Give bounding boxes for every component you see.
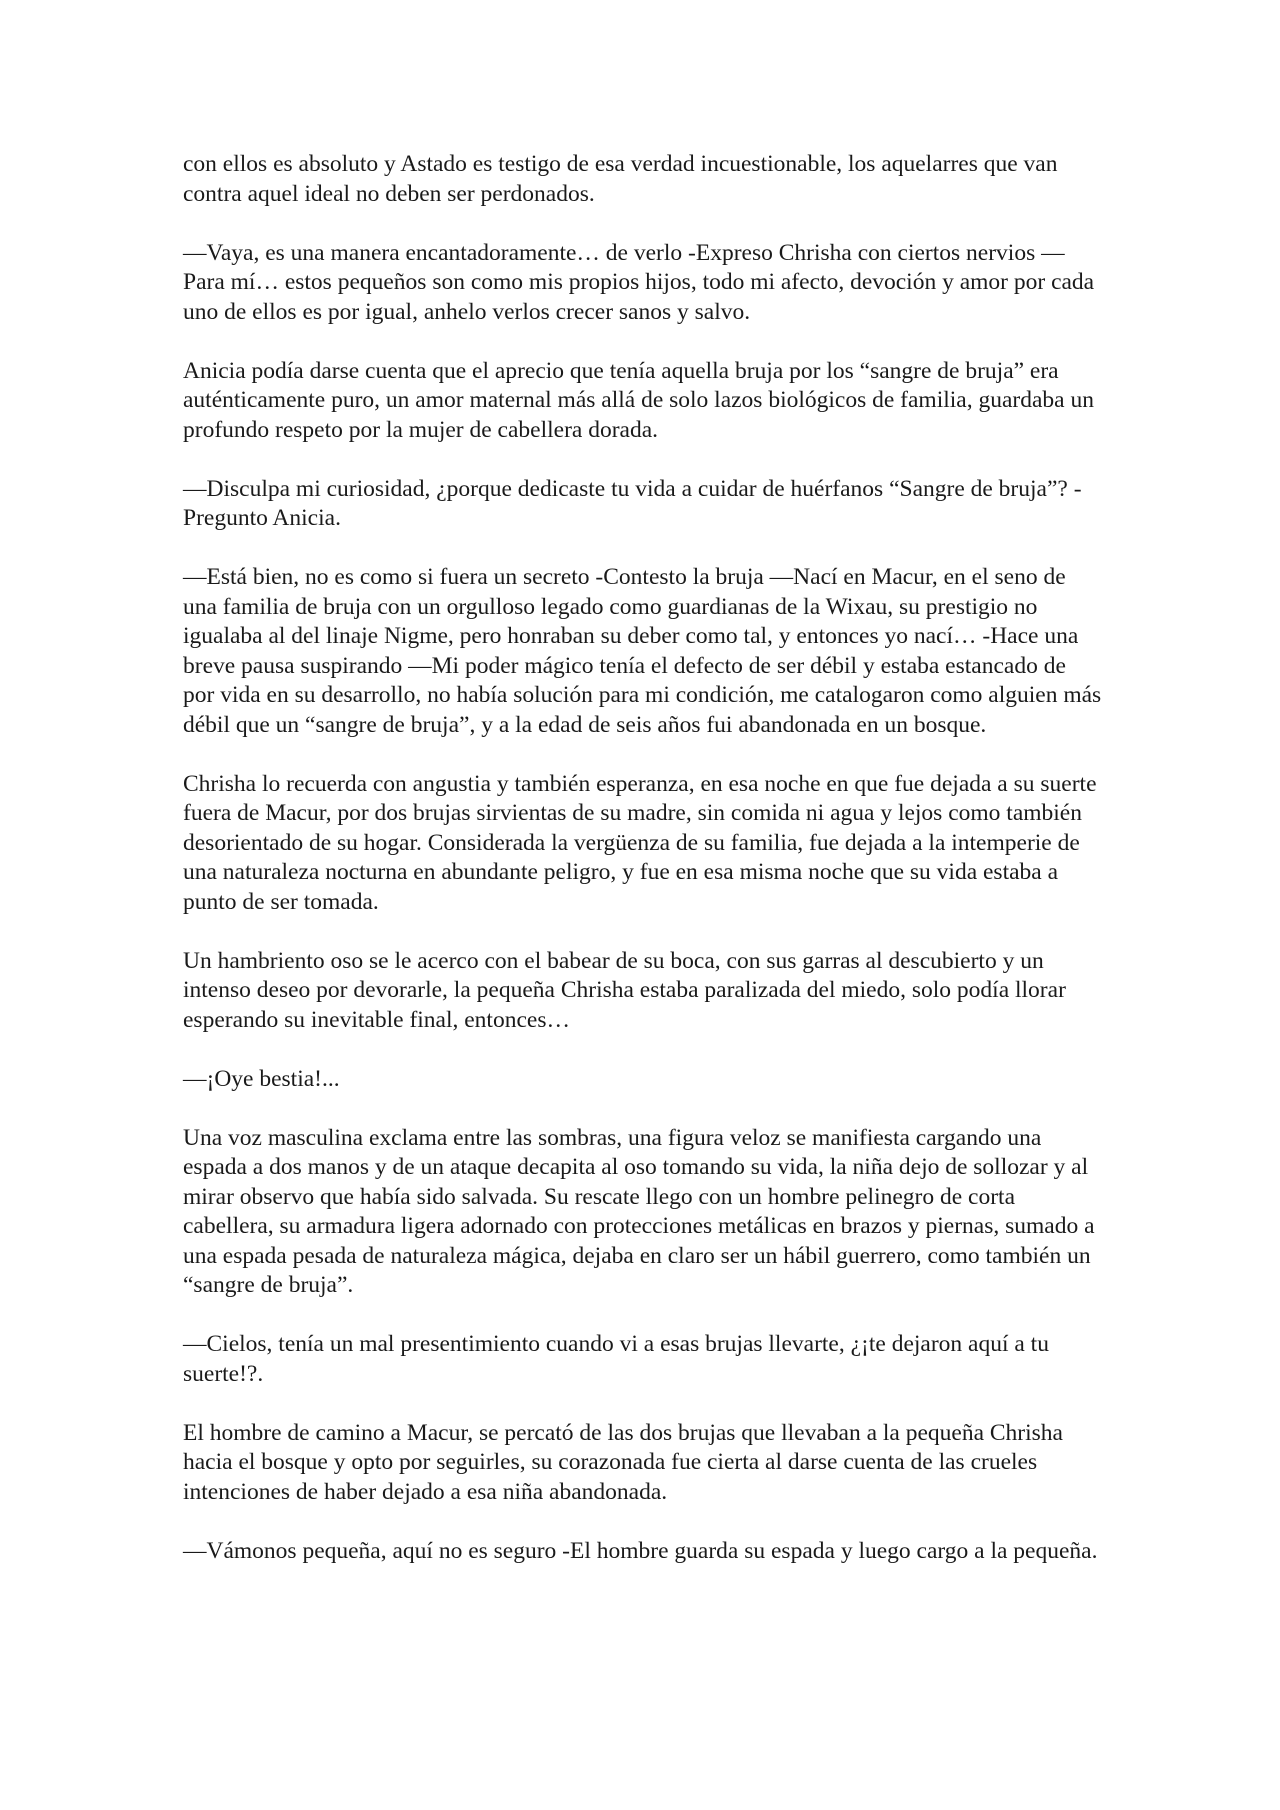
paragraph-12: —Vámonos pequeña, aquí no es seguro -El hombre guarda su espada y luego cargo a la pequeña.	[183, 1537, 1098, 1564]
paragraph-7: Un hambriento oso se le acerco con el babear de su boca, con sus garras al descubierto y un intenso deseo por devorarle, la pequeña Chrisha estaba paralizada del miedo, solo podía llorar esperando su inevitable final, entonces…	[183, 947, 1066, 1033]
paragraph-10: —Cielos, tenía un mal presentimiento cuando vi a esas brujas llevarte, ¿¡te dejaron aquí a tu suerte!?.	[183, 1331, 1049, 1387]
paragraph-1: con ellos es absoluto y Astado es testigo de esa verdad incuestionable, los aquelarres que van contra aquel ideal no deben ser perdonados.	[183, 151, 1058, 207]
paragraph-8: —¡Oye bestia!...	[183, 1065, 340, 1092]
paragraph-5: —Está bien, no es como si fuera un secreto -Contesto la bruja —Nací en Macur, en el seno de una familia de bruja con un orgulloso legado como guardianas de la Wixau, su prestigio no igualaba al del linaje Nigme, pero honraban su deber como tal, y entonces yo nací… -Hace una breve pausa suspirando —Mi poder mágico tenía el defecto de ser débil y estaba estancado de por vida en su desarrollo, no había solución para mi condición, me catalogaron como alguien más débil que un “sangre de bruja”, y a la edad de seis años fui abandonada en un bosque.	[183, 564, 1102, 738]
paragraph-9: Una voz masculina exclama entre las sombras, una figura veloz se manifiesta cargando una espada a dos manos y de un ataque decapita al oso tomando su vida, la niña dejo de sollozar y al mirar observo que había sido salvada. Su rescate llego con un hombre pelinegro de corta cabellera, su armadura ligera adornado con protecciones metálicas en brazos y piernas, sumado a una espada pesada de naturaleza mágica, dejaba en claro ser un hábil guerrero, como también un “sangre de bruja”.	[183, 1124, 1095, 1298]
document-body	[183, 150, 1103, 1596]
paragraph-2: —Vaya, es una manera encantadoramente… de verlo -Expreso Chrisha con ciertos nervios —Para mí… estos pequeños son como mis propios hijos, todo mi afecto, devoción y amor por cada uno de ellos es por igual, anhelo verlos crecer sanos y salvo.	[183, 239, 1095, 325]
paragraph-3: Anicia podía darse cuenta que el aprecio que tenía aquella bruja por los “sangre de bruja” era auténticamente puro, un amor maternal más allá de solo lazos biológicos de familia, guardaba un profundo respeto por la mujer de cabellera dorada.	[183, 357, 1094, 443]
paragraph-11: El hombre de camino a Macur, se percató de las dos brujas que llevaban a la pequeña Chrisha hacia el bosque y opto por seguirles, su corazonada fue cierta al darse cuenta de las crueles intenciones de haber dejado a esa niña abandonada.	[183, 1419, 1063, 1505]
paragraph-6: Chrisha lo recuerda con angustia y también esperanza, en esa noche en que fue dejada a su suerte fuera de Macur, por dos brujas sirvientas de su madre, sin comida ni agua y lejos como también desorientado de su hogar. Considerada la vergüenza de su familia, fue dejada a la intemperie de una naturaleza nocturna en abundante peligro, y fue en esa misma noche que su vida estaba a punto de ser tomada.	[183, 770, 1097, 915]
paragraph-4: —Disculpa mi curiosidad, ¿porque dedicaste tu vida a cuidar de huérfanos “Sangre de bruja”? -Pregunto Anicia.	[183, 475, 1082, 531]
